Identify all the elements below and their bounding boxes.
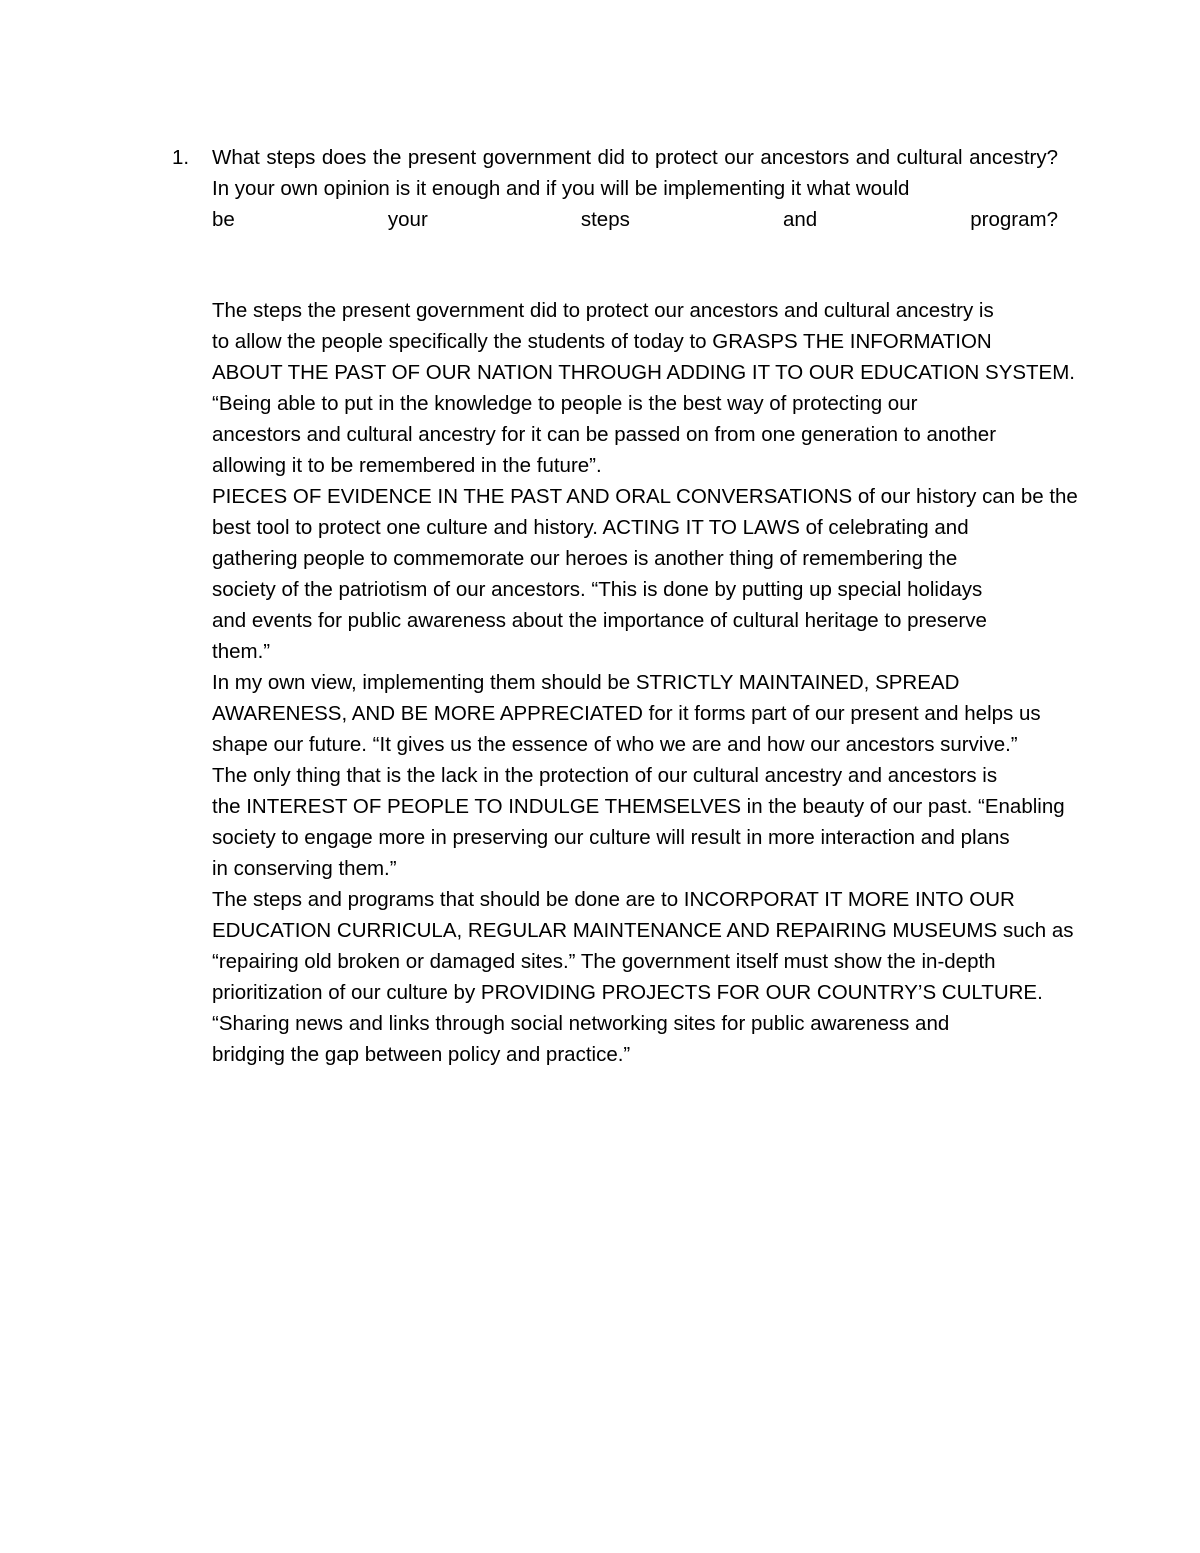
answer-line: ancestors and cultural ancestry for it can be passed on from one generation to another bbox=[212, 423, 997, 446]
answer-line: The steps the present government did to protect our ancestors and cultural ancestry is bbox=[212, 299, 994, 322]
question-body bbox=[212, 142, 1058, 235]
question-word: program? bbox=[970, 208, 1058, 231]
answer-line: in conserving them.” bbox=[212, 857, 397, 880]
answer-line: “Being able to put in the knowledge to people is the best way of protecting our bbox=[212, 392, 918, 415]
answer-line: gathering people to commemorate our heroes is another thing of remembering the bbox=[212, 547, 958, 570]
answer-line: In my own view, implementing them should be STRICTLY MAINTAINED, SPREAD bbox=[212, 671, 960, 694]
answer-line: allowing it to be remembered in the future”. bbox=[212, 454, 602, 477]
answer-line: them.” bbox=[212, 640, 271, 663]
answer-line: and events for public awareness about the importance of cultural heritage to preserve bbox=[212, 609, 987, 632]
question-word: and bbox=[782, 208, 818, 231]
answer-line: shape our future. “It gives us the essence of who we are and how our ancestors survive.” bbox=[212, 733, 1018, 756]
answer-line: to allow the people specifically the students of today to GRASPS THE INFORMATION bbox=[212, 330, 992, 353]
answer-line: EDUCATION CURRICULA, REGULAR MAINTENANCE AND REPAIRING MUSEUMS such as bbox=[212, 919, 1074, 942]
answer-line: The only thing that is the lack in the protection of our cultural ancestry and ancestors is bbox=[212, 764, 998, 787]
answer-body bbox=[212, 295, 1078, 1070]
question-last-line bbox=[212, 204, 1058, 235]
answer-line: the INTEREST OF PEOPLE TO INDULGE THEMSELVES in the beauty of our past. “Enabling bbox=[212, 795, 1065, 818]
question-item bbox=[172, 142, 1058, 235]
answer-line: PIECES OF EVIDENCE IN THE PAST AND ORAL CONVERSATIONS of our history can be the bbox=[212, 485, 1078, 508]
answer-line: society of the patriotism of our ancestors. “This is done by putting up special holidays bbox=[212, 578, 983, 601]
answer-line: prioritization of our culture by PROVIDING PROJECTS FOR OUR COUNTRY’S CULTURE. bbox=[212, 981, 1043, 1004]
answer-line: bridging the gap between policy and practice.” bbox=[212, 1043, 631, 1066]
answer-line: AWARENESS, AND BE MORE APPRECIATED for it forms part of our present and helps us bbox=[212, 702, 1041, 725]
answer-line: The steps and programs that should be done are to INCORPORAT IT MORE INTO OUR bbox=[212, 888, 1015, 911]
answer-line: “repairing old broken or damaged sites.” The government itself must show the in-depth bbox=[212, 950, 996, 973]
answer-line: ABOUT THE PAST OF OUR NATION THROUGH ADDING IT TO OUR EDUCATION SYSTEM. bbox=[212, 361, 1076, 384]
answer-line: society to engage more in preserving our culture will result in more interaction and plans bbox=[212, 826, 1010, 849]
answer-line: best tool to protect one culture and history. ACTING IT TO LAWS of celebrating and bbox=[212, 516, 969, 539]
answer-line: “Sharing news and links through social networking sites for public awareness and bbox=[212, 1012, 950, 1035]
question-word: steps bbox=[580, 208, 630, 231]
question-word: your bbox=[387, 208, 428, 231]
question-text: What steps does the present government did to protect our ancestors and cultural ancestry? In your own opinion is it enough and if you will be implementing it what would bbox=[212, 146, 1058, 200]
question-number: 1. bbox=[172, 146, 190, 169]
question-word: be bbox=[212, 208, 235, 231]
